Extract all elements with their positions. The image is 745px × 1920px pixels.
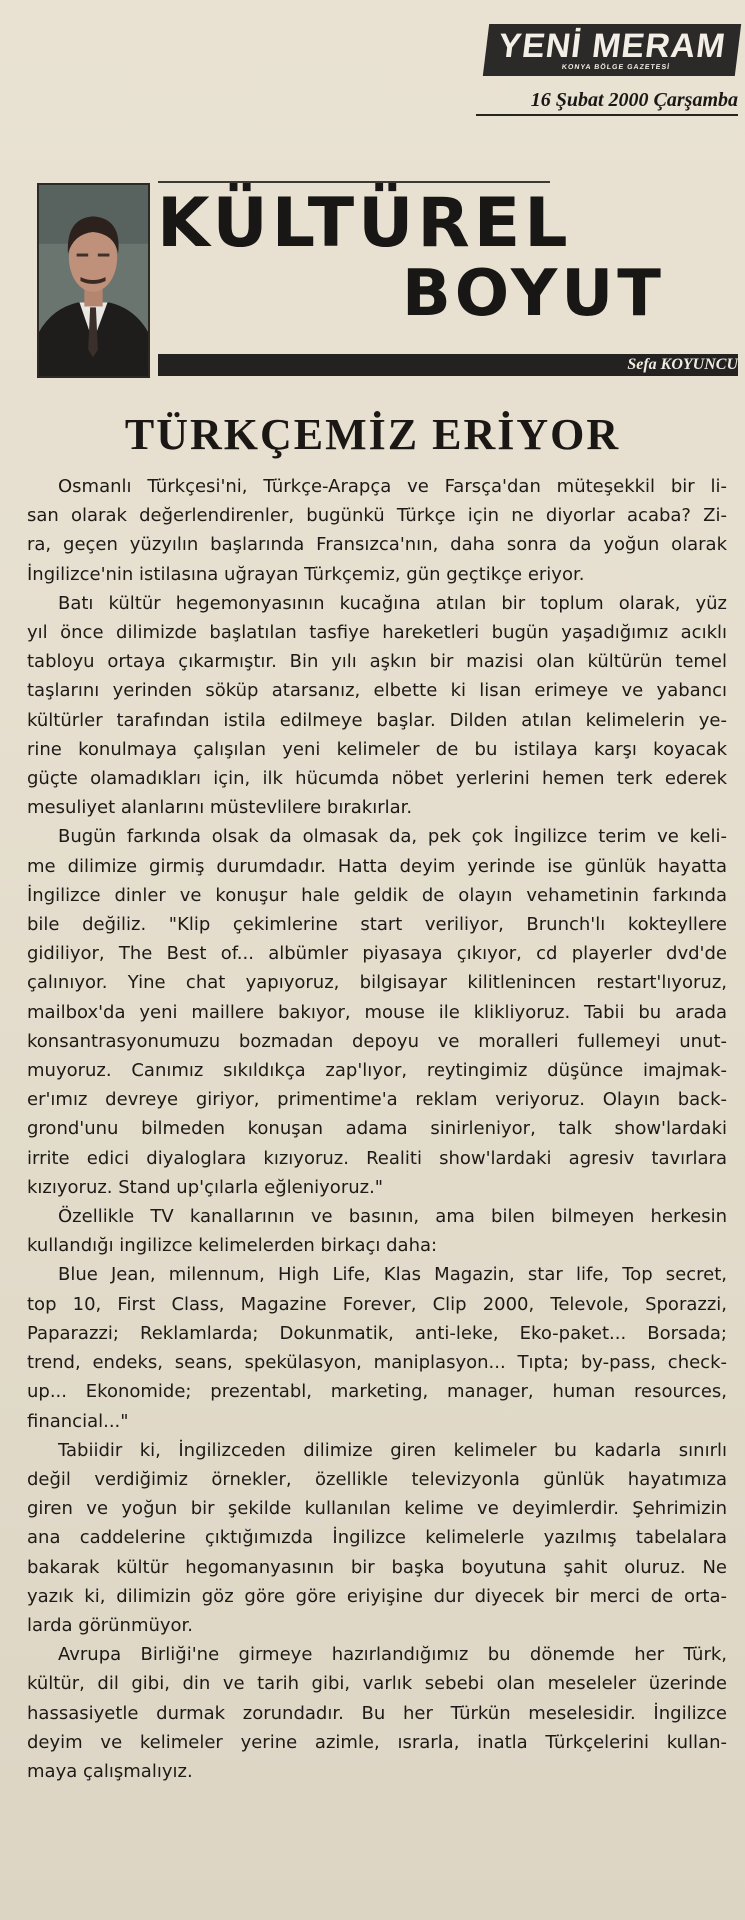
article-body [27, 472, 727, 1786]
text-line: Bugün farkında olsak da olmasak da, pek çok İngilizce terim ve keli- [58, 826, 727, 848]
text-line: irrite edici diyaloglara kızıyoruz. Realiti show'lardaki agresiv tavırlara [27, 1147, 727, 1169]
text-line: trend, endeks, seans, spekülasyon, maniplasyon... Tıpta; by-pass, check- [27, 1352, 727, 1374]
masthead-title: YENİ MERAM [496, 27, 729, 65]
text-line: konsantrasyonumuzu bozmadan depoyu ve moralleri fullemeyi unut- [27, 1030, 727, 1052]
text-line: grond'unu bilmeden konuşan adama sinirleniyor, talk show'lardaki [27, 1118, 727, 1140]
text-line: güçte olamadıkları için, ilk hücumda nöbet yerlerini hemen terk ederek [27, 768, 727, 790]
text-line: Blue Jean, milennum, High Life, Klas Magazin, star life, Top secret, [58, 1264, 727, 1286]
text-line: ra, geçen yüzyılın başlarında Fransızca'nın, daha sonra da yoğun olarak [27, 534, 727, 556]
text-line: me dilimize girmiş durumdadır. Hatta deyim yerinde ise günlük hayatta [27, 855, 727, 877]
text-line: tabloyu ortaya çıkarmıştır. Bin yılı aşkın bir mazisi olan kültürün temel [27, 651, 727, 673]
date-rule [476, 114, 738, 116]
text-line: Avrupa Birliği'ne girmeye hazırlandığımız bu dönemde her Türk, [58, 1644, 727, 1666]
text-line: çalınıyor. Yine chat yapıyoruz, bilgisayar kilitlenincen restart'lıyoruz, [27, 972, 727, 994]
text-line: top 10, First Class, Magazine Forever, Clip 2000, Televole, Sporazzi, [27, 1293, 727, 1315]
text-line: ana caddelerine çıktığımızda İngilizce kelimelerle yazılmış tabelalara [27, 1527, 727, 1549]
text-line: bile değiliz. "Klip çekimlerine start veriliyor, Brunch'lı kokteyllere [27, 914, 727, 936]
article-paragraph-5 [27, 1260, 727, 1435]
text-line: maya çalışmalıyız. [27, 1760, 193, 1782]
article-paragraph-3 [27, 822, 727, 1202]
text-line: değil verdiğimiz örnekler, özellikle televizyonla günlük hayatımıza [27, 1468, 727, 1490]
text-line: larda görünmüyor. [27, 1614, 194, 1636]
author-portrait-image [39, 185, 148, 376]
text-line: san olarak değerlendirenler, bugünkü Türkçe için ne diyorlar acaba? Zi- [27, 505, 727, 527]
article-paragraph-1 [27, 472, 727, 589]
text-line: muyoruz. Canımız sıkıldıkça zap'lıyor, reytingimiz düşünce imajmak- [27, 1060, 727, 1082]
text-line: İngilizce dinler ve konuşur hale geldik de olayın vehametinin farkında [27, 884, 727, 906]
text-line: giren ve yoğun bir şekilde kullanılan kelime ve deyimlerdir. Şehrimizin [27, 1498, 727, 1520]
text-line: deyim ve kelimeler yerine azimle, ısrarla, inatla Türkçelerini kullan- [27, 1731, 727, 1753]
text-line: er'ımız devreye giriyor, primentime'a reklam veriyoruz. Olayın back- [27, 1089, 727, 1111]
author-byline: Sefa KOYUNCU [627, 356, 738, 373]
text-line: Tabiidir ki, İngilizceden dilimize giren kelimeler bu kadarla sınırlı [58, 1439, 727, 1461]
article-paragraph-7 [27, 1640, 727, 1786]
text-line: kızıyoruz. Stand up'çılarla eğleniyoruz." [27, 1176, 384, 1198]
text-line: yazık ki, dilimizin göz göre göre eriyişine dur diyecek bir merci de orta- [27, 1585, 727, 1607]
text-line: up... Ekonomide; prezentabl, marketing, manager, human resources, [27, 1381, 727, 1403]
text-line: Paparazzi; Reklamlarda; Dokunmatik, anti-leke, Eko-paket... Borsada; [27, 1322, 727, 1344]
text-line: hassasiyetle durmak zorundadır. Bu her Türkün meselesidir. İngilizce [27, 1702, 727, 1724]
text-line: Osmanlı Türkçesi'ni, Türkçe-Arapça ve Farsça'dan müteşekkil bir li- [58, 476, 727, 497]
text-line: Batı kültür hegemonyasının kucağına atılan bir toplum olarak, yüz [58, 592, 727, 614]
column-top-rule [158, 181, 550, 183]
article-paragraph-2 [27, 589, 727, 823]
text-line: financial..." [27, 1410, 129, 1432]
column-title-line2: BOYUT [402, 257, 665, 331]
text-line: yıl önce dilimizde başlatılan tasfiye hareketleri bugün yaşadığımız acıklı [27, 622, 727, 644]
text-line: taşlarını yerinden söküp atarsanız, elbette ki lisan erimeye ve yabancı [27, 680, 727, 702]
text-line: mesuliyet alanlarını müstevlilere bırakırlar. [27, 797, 413, 819]
text-line: kullandığı ingilizce kelimelerden birkaçı daha: [27, 1235, 438, 1257]
column-title-line1: KÜLTÜREL [157, 184, 572, 263]
masthead [483, 24, 741, 76]
author-portrait [37, 183, 150, 378]
text-line: kültür, dil gibi, din ve tarih gibi, varlık sebebi olan meseleler üzerinde [27, 1673, 727, 1695]
text-line: Özellikle TV kanallarının ve basının, ama bilen bilmeyen herkesin [58, 1206, 727, 1228]
article-paragraph-6 [27, 1436, 727, 1640]
text-line: rine konulmaya çalışılan yeni kelimeler de bu istilaya karşı koyacak [27, 738, 727, 760]
issue-date: 16 Şubat 2000 Çarşamba [530, 89, 738, 111]
text-line: gidiliyor, The Best of... albümler piyasaya çıkıyor, cd playerler dvd'de [27, 943, 727, 965]
text-line: İngilizce'nin istilasına uğrayan Türkçemiz, gün geçtikçe eriyor. [27, 563, 585, 585]
article-paragraph-4 [27, 1202, 727, 1260]
article-headline: TÜRKÇEMİZ ERİYOR [124, 410, 621, 459]
text-line: bakarak kültür hegomanyasının bir başka boyutuna şahit oluruz. Ne [27, 1556, 727, 1578]
text-line: kültürler tarafından istila edilmeye başlar. Dilden atılan kelimelerin ye- [27, 709, 727, 731]
masthead-subtitle: KONYA BÖLGE GAZETESİ [561, 64, 671, 71]
text-line: mailbox'da yeni maillere bakıyor, mouse ile klikliyoruz. Tabii bu arada [27, 1001, 727, 1023]
